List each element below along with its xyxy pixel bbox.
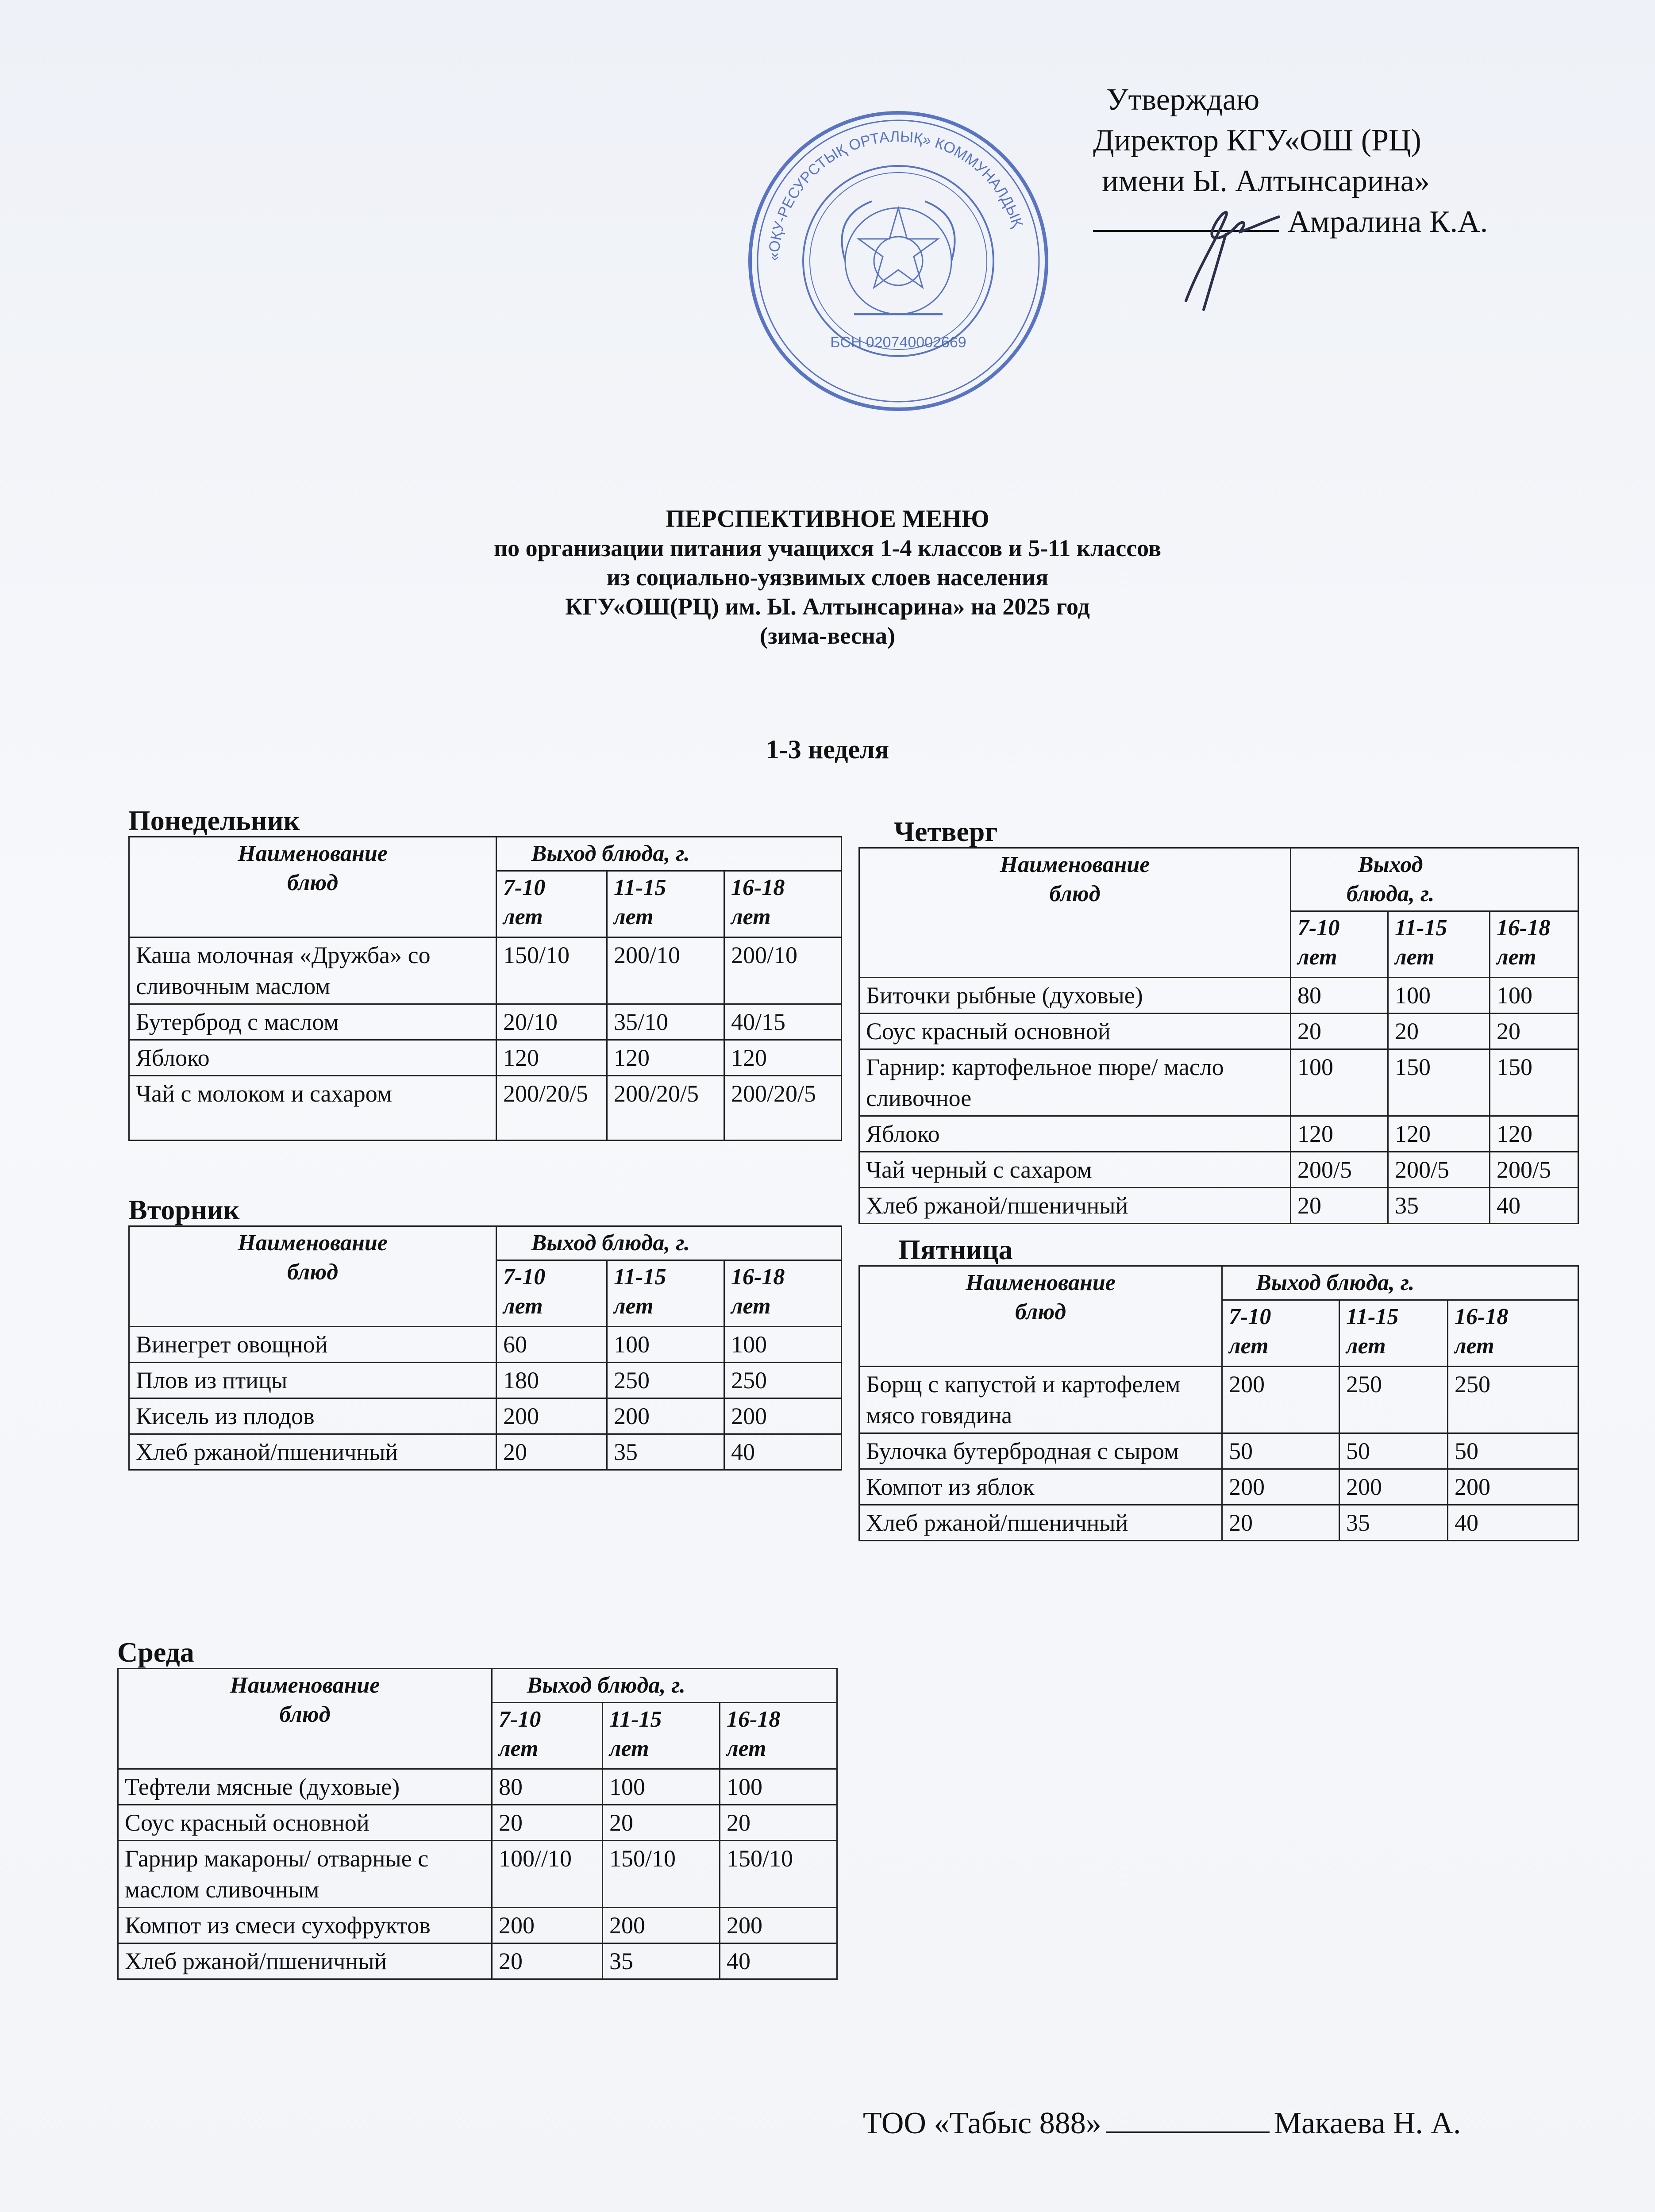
table-row: [859, 1188, 1578, 1224]
yield-7-10: 60: [496, 1327, 607, 1363]
table-row: [129, 1004, 842, 1040]
dish-name: Соус красный основной: [118, 1805, 492, 1841]
yield-16-18: 150: [1490, 1049, 1578, 1116]
header-age-16-18: 16-18 лет: [720, 1703, 837, 1769]
table-row: [859, 1049, 1578, 1116]
dish-name: Чай черный с сахаром: [859, 1152, 1291, 1188]
yield-16-18: 40: [720, 1943, 837, 1979]
day-title: Четверг: [894, 816, 998, 847]
header-age-11-15: 11-15 лет: [603, 1703, 720, 1769]
yield-16-18: 50: [1448, 1433, 1578, 1469]
day-monday: [128, 805, 842, 1141]
header-age-7-10: 7-10 лет: [496, 871, 607, 937]
dish-name: Гарнир макароны/ отварные с маслом сливочным: [118, 1841, 492, 1908]
day-title: Пятница: [898, 1234, 1013, 1265]
yield-7-10: 200: [496, 1398, 607, 1434]
official-stamp: [743, 106, 1053, 416]
header-name: Наименование блюд: [118, 1669, 492, 1769]
table-row: [859, 1469, 1578, 1505]
table-row: [129, 1434, 842, 1470]
header-age-11-15: 11-15 лет: [607, 1260, 724, 1327]
yield-11-15: 50: [1339, 1433, 1448, 1469]
dish-name: Хлеб ржаной/пшеничный: [118, 1943, 492, 1979]
header-name: Наименование блюд: [859, 1266, 1222, 1367]
week-label: 1-3 неделя: [766, 735, 889, 764]
header-age-16-18: 16-18 лет: [1490, 911, 1578, 978]
footer-signature: [863, 2106, 1461, 2141]
yield-16-18: 250: [724, 1363, 842, 1398]
header-output: Выход блюда, г.: [1222, 1266, 1448, 1300]
header-age-7-10: 7-10 лет: [496, 1260, 607, 1327]
yield-11-15: 200/20/5: [607, 1076, 724, 1141]
yield-16-18: 20: [720, 1805, 837, 1841]
day-thursday: [858, 816, 1579, 1224]
table-row: [859, 1433, 1578, 1469]
yield-7-10: 120: [1291, 1116, 1388, 1152]
yield-11-15: 150: [1388, 1049, 1490, 1116]
yield-7-10: 80: [492, 1769, 603, 1805]
document-title: [0, 504, 1655, 650]
yield-11-15: 35: [603, 1943, 720, 1979]
yield-7-10: 50: [1222, 1433, 1339, 1469]
table-row: [129, 937, 842, 1004]
dish-name: Кисель из плодов: [129, 1398, 496, 1434]
footer-company: ТОО «Табыс 888»: [863, 2106, 1101, 2140]
yield-7-10: 180: [496, 1363, 607, 1398]
header-age-11-15: 11-15 лет: [1339, 1300, 1448, 1367]
yield-11-15: 35: [607, 1434, 724, 1470]
table-row: [118, 1841, 837, 1908]
yield-16-18: 250: [1448, 1367, 1578, 1433]
yield-7-10: 200: [1222, 1469, 1339, 1505]
table-row: [118, 1805, 837, 1841]
menu-table-monday: [128, 836, 842, 1141]
yield-11-15: 250: [1339, 1367, 1448, 1433]
dish-name: Хлеб ржаной/пшеничный: [859, 1505, 1222, 1541]
yield-16-18: 200/5: [1490, 1152, 1578, 1188]
footer-signatory: Макаева Н. А.: [1274, 2106, 1461, 2140]
stamp-text-outer: «ОҚУ-РЕСУРСТЫҚ ОРТАЛЫҚ» КОММУНАЛДЫҚ: [765, 128, 1026, 261]
approval-line-3: имени Ы. Алтынсарина»: [1102, 164, 1430, 198]
yield-11-15: 200/10: [607, 937, 724, 1004]
header-name: Наименование блюд: [129, 1226, 496, 1327]
dish-name: Гарнир: картофельное пюре/ масло сливочное: [859, 1049, 1291, 1116]
yield-16-18: 40: [1448, 1505, 1578, 1541]
dish-name: Булочка бутербродная с сыром: [859, 1433, 1222, 1469]
day-friday: [858, 1234, 1579, 1541]
header-output: Выход блюда, г.: [492, 1669, 720, 1703]
menu-table-friday: [858, 1265, 1579, 1541]
header-output: Выход блюда, г.: [496, 1226, 724, 1260]
yield-7-10: 150/10: [496, 937, 607, 1004]
dish-name: Яблоко: [859, 1116, 1291, 1152]
dish-name: Чай с молоком и сахаром: [129, 1076, 496, 1141]
table-row: [859, 1505, 1578, 1541]
table-row: [118, 1769, 837, 1805]
table-row: [859, 978, 1578, 1014]
header-age-16-18: 16-18 лет: [724, 871, 842, 937]
header-age-16-18: 16-18 лет: [1448, 1300, 1578, 1367]
yield-7-10: 200/5: [1291, 1152, 1388, 1188]
yield-7-10: 100//10: [492, 1841, 603, 1908]
approval-line-1: Утверждаю: [1106, 83, 1260, 117]
header-output: Выход блюда, г.: [1291, 848, 1490, 911]
yield-16-18: 200/10: [724, 937, 842, 1004]
yield-16-18: 40: [1490, 1188, 1578, 1224]
yield-16-18: 200/20/5: [724, 1076, 842, 1141]
yield-7-10: 20: [1222, 1505, 1339, 1541]
day-title: Вторник: [128, 1194, 240, 1225]
yield-11-15: 35/10: [607, 1004, 724, 1040]
yield-7-10: 80: [1291, 978, 1388, 1014]
yield-16-18: 100: [720, 1769, 837, 1805]
table-row: [129, 1398, 842, 1434]
header-age-7-10: 7-10 лет: [492, 1703, 603, 1769]
yield-7-10: 200/20/5: [496, 1076, 607, 1141]
yield-7-10: 20: [492, 1943, 603, 1979]
yield-7-10: 20: [496, 1434, 607, 1470]
day-title: Среда: [117, 1636, 194, 1668]
handwritten-signature: [1159, 190, 1292, 314]
menu-table-thursday: [858, 847, 1579, 1224]
yield-11-15: 150/10: [603, 1841, 720, 1908]
yield-7-10: 20/10: [496, 1004, 607, 1040]
table-row: [118, 1908, 837, 1943]
title-line-3: из социально-уязвимых слоев населения: [606, 564, 1049, 591]
yield-7-10: 200: [1222, 1367, 1339, 1433]
yield-11-15: 100: [603, 1769, 720, 1805]
yield-16-18: 100: [1490, 978, 1578, 1014]
title-line-4: КГУ«ОШ(РЦ) им. Ы. Алтынсарина» на 2025 год: [565, 593, 1090, 620]
yield-16-18: 200: [1448, 1469, 1578, 1505]
yield-11-15: 120: [607, 1040, 724, 1076]
table-row: [118, 1943, 837, 1979]
yield-11-15: 200/5: [1388, 1152, 1490, 1188]
dish-name: Соус красный основной: [859, 1014, 1291, 1049]
yield-16-18: 200: [724, 1398, 842, 1434]
yield-16-18: 200: [720, 1908, 837, 1943]
yield-7-10: 200: [492, 1908, 603, 1943]
yield-16-18: 100: [724, 1327, 842, 1363]
yield-7-10: 20: [1291, 1014, 1388, 1049]
dish-name: Компот из яблок: [859, 1469, 1222, 1505]
yield-7-10: 20: [492, 1805, 603, 1841]
dish-name: Борщ с капустой и картофелем мясо говядина: [859, 1367, 1222, 1433]
dish-name: Плов из птицы: [129, 1363, 496, 1398]
table-row: [859, 1014, 1578, 1049]
title-line-1: ПЕРСПЕКТИВНОЕ МЕНЮ: [666, 505, 989, 533]
yield-11-15: 250: [607, 1363, 724, 1398]
table-row: [859, 1367, 1578, 1433]
table-row: [859, 1152, 1578, 1188]
yield-16-18: 40/15: [724, 1004, 842, 1040]
header-name: Наименование блюд: [129, 837, 496, 937]
yield-11-15: 100: [607, 1327, 724, 1363]
yield-16-18: 150/10: [720, 1841, 837, 1908]
dish-name: Биточки рыбные (духовые): [859, 978, 1291, 1014]
yield-16-18: 20: [1490, 1014, 1578, 1049]
yield-11-15: 200: [603, 1908, 720, 1943]
dish-name: Винегрет овощной: [129, 1327, 496, 1363]
table-row: [859, 1116, 1578, 1152]
header-name: Наименование блюд: [859, 848, 1291, 978]
day-tuesday: [128, 1194, 842, 1471]
menu-table-wednesday: [117, 1668, 838, 1980]
table-row: [129, 1327, 842, 1363]
yield-16-18: 40: [724, 1434, 842, 1470]
yield-16-18: 120: [1490, 1116, 1578, 1152]
yield-11-15: 35: [1339, 1505, 1448, 1541]
table-row: [129, 1363, 842, 1398]
yield-11-15: 20: [1388, 1014, 1490, 1049]
menu-table-tuesday: [128, 1225, 842, 1471]
dish-name: Хлеб ржаной/пшеничный: [859, 1188, 1291, 1224]
header-age-7-10: 7-10 лет: [1222, 1300, 1339, 1367]
dish-name: Компот из смеси сухофруктов: [118, 1908, 492, 1943]
table-row: [129, 1040, 842, 1076]
yield-7-10: 120: [496, 1040, 607, 1076]
header-output: Выход блюда, г.: [496, 837, 724, 871]
yield-11-15: 35: [1388, 1188, 1490, 1224]
title-line-2: по организации питания учащихся 1-4 классов и 5-11 классов: [494, 535, 1161, 561]
yield-11-15: 200: [607, 1398, 724, 1434]
dish-name: Яблоко: [129, 1040, 496, 1076]
yield-7-10: 20: [1291, 1188, 1388, 1224]
title-line-5: (зима-весна): [759, 622, 896, 649]
stamp-text-inner: БСН 020740002669: [830, 334, 966, 351]
yield-11-15: 200: [1339, 1469, 1448, 1505]
header-age-16-18: 16-18 лет: [724, 1260, 842, 1327]
dish-name: Хлеб ржаной/пшеничный: [129, 1434, 496, 1470]
table-row: [129, 1076, 842, 1141]
approval-signatory: Амралина К.А.: [1288, 205, 1488, 239]
dish-name: Каша молочная «Дружба» со сливочным маслом: [129, 937, 496, 1004]
day-wednesday: [117, 1637, 838, 1980]
yield-16-18: 120: [724, 1040, 842, 1076]
header-age-11-15: 11-15 лет: [607, 871, 724, 937]
header-age-7-10: 7-10 лет: [1291, 911, 1388, 978]
dish-name: Бутерброд с маслом: [129, 1004, 496, 1040]
day-title: Понедельник: [128, 805, 300, 836]
yield-11-15: 120: [1388, 1116, 1490, 1152]
yield-11-15: 100: [1388, 978, 1490, 1014]
footer-signature-line: [1106, 2131, 1270, 2133]
approval-line-2: Директор КГУ«ОШ (РЦ): [1093, 123, 1421, 157]
yield-7-10: 100: [1291, 1049, 1388, 1116]
dish-name: Тефтели мясные (духовые): [118, 1769, 492, 1805]
header-age-11-15: 11-15 лет: [1388, 911, 1490, 978]
yield-11-15: 20: [603, 1805, 720, 1841]
